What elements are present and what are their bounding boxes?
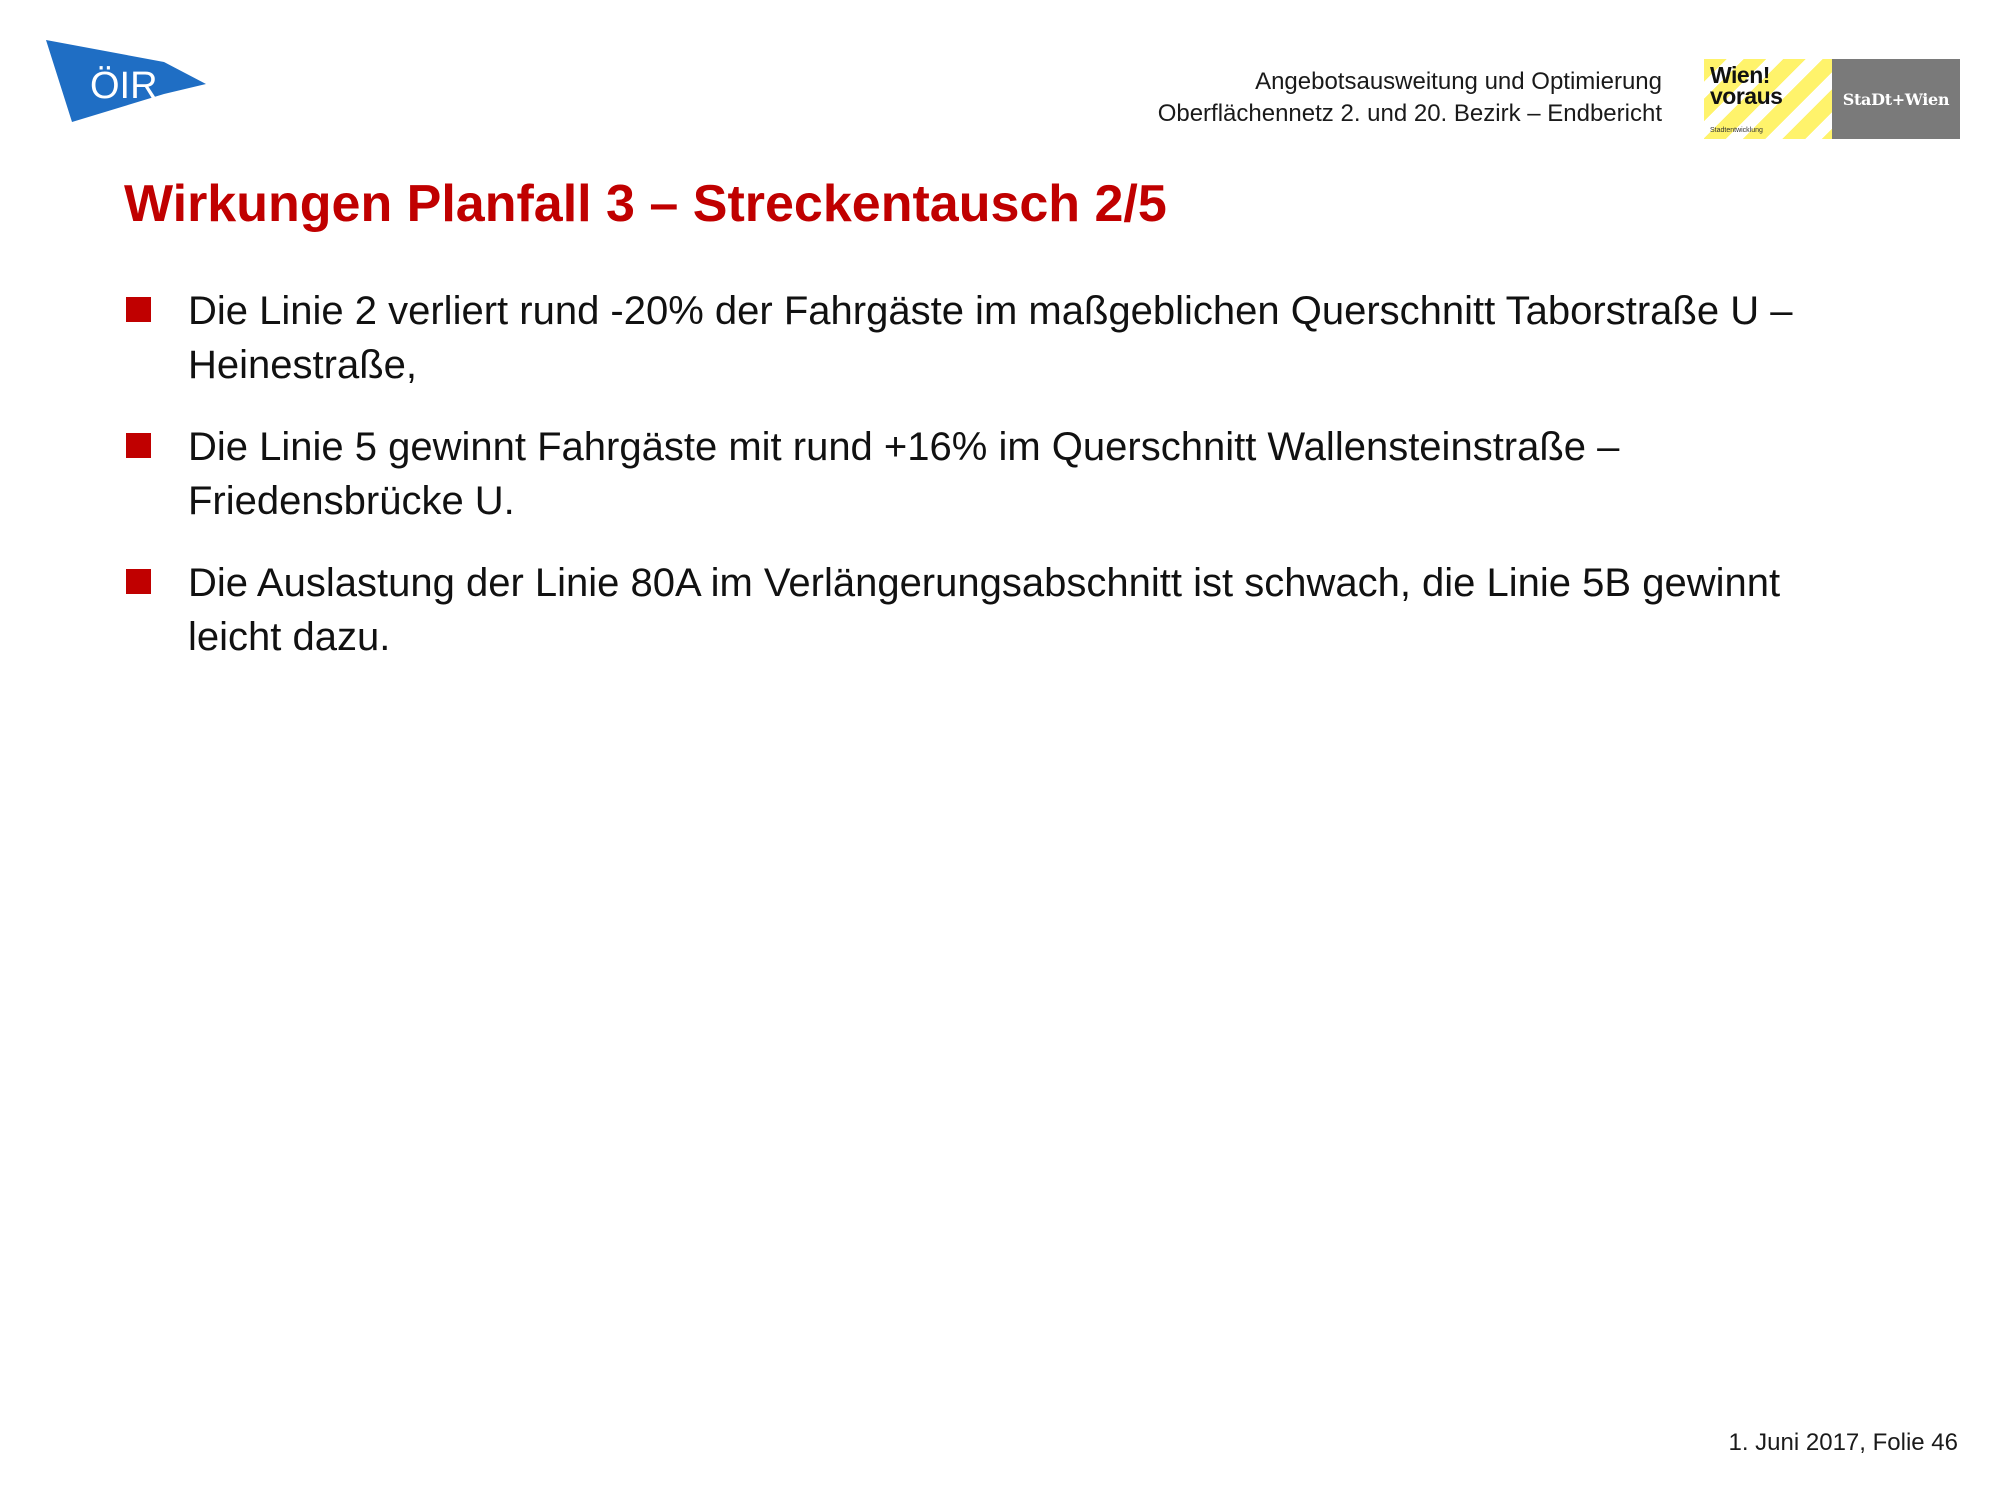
- header-line-1: Angebotsausweitung und Optimierung: [1255, 68, 1662, 95]
- bullet-list: [124, 284, 1824, 692]
- bullet-text: Die Linie 2 verliert rund -20% der Fahrgäste im maßgeblichen Querschnitt Taborstraße U – Heinestraße,: [188, 289, 1793, 387]
- footer-date-slide: 1. Juni 2017, Folie 46: [1728, 1429, 1958, 1456]
- wien-voraus-logo: [1704, 59, 1832, 139]
- stadt-wien-logo: [1832, 59, 1960, 139]
- bullet-item-3: [124, 556, 1824, 664]
- bullet-square-icon: [126, 569, 151, 594]
- wien-logo-line-2: voraus: [1710, 83, 1783, 109]
- stadt-wien-logo-text: StaDt+Wien: [1842, 89, 1950, 109]
- page-title: Wirkungen Planfall 3 – Streckentausch 2/5: [124, 175, 1167, 233]
- document-header: [1158, 66, 1662, 130]
- header-line-2: Oberflächennetz 2. und 20. Bezirk – Endbericht: [1157, 100, 1662, 127]
- bullet-square-icon: [126, 433, 151, 458]
- wien-logo-line-1: Wien!: [1710, 62, 1770, 88]
- oir-logo-text: ÖIR: [90, 65, 158, 107]
- bullet-item-2: [124, 420, 1824, 528]
- bullet-text: Die Linie 5 gewinnt Fahrgäste mit rund +16% im Querschnitt Wallensteinstraße – Friedensbrücke U.: [188, 425, 1620, 523]
- oir-logo-graphic: [46, 40, 206, 124]
- wien-voraus-logo-text: [1710, 62, 1783, 109]
- bullet-item-1: [124, 284, 1824, 392]
- bullet-square-icon: [126, 297, 151, 322]
- oir-logo: [46, 40, 206, 124]
- bullet-text: Die Auslastung der Linie 80A im Verlängerungsabschnitt ist schwach, die Linie 5B gewinnt leicht dazu.: [188, 561, 1781, 659]
- wien-logo-subtext: Stadtentwicklung: [1710, 127, 1763, 134]
